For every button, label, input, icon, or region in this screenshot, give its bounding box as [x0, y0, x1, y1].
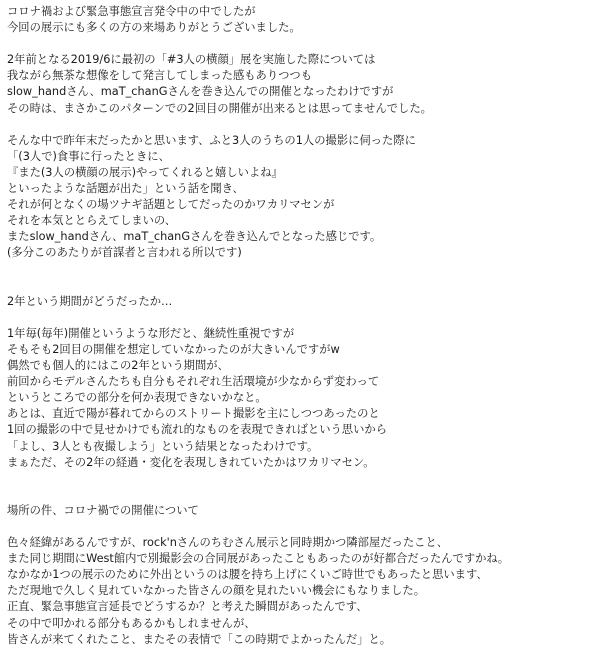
section-heading-venue	[7, 503, 599, 519]
text-line: 我ながら無茶な想像をして発言してしまった感もありつつも	[7, 69, 313, 83]
blank-line	[7, 36, 599, 52]
text-line: 場所の件、コロナ禍での開催について	[7, 503, 199, 517]
text-line: ただ現地で久しく見れていなかった皆さんの顔を見れたいい機会にもなりました。	[7, 584, 425, 598]
paragraph-greeting	[7, 4, 599, 36]
text-line: それを本気ととらえてしまいの、	[7, 214, 177, 228]
paragraph-venue	[7, 535, 599, 648]
text-line: 皆さんが来てくれたこと、またその表情で「この時期でよかったんだ」と。	[7, 632, 392, 646]
section-heading-period	[7, 294, 599, 310]
text-line: 今回の展示にも多くの方の来場ありがとうございました。	[7, 21, 301, 35]
text-line: またslow_handさん、maT_chanGさんを巻き込んでとなった感じです。	[7, 230, 382, 244]
blank-line	[7, 471, 599, 487]
text-line: そんな中で昨年末だったかと思います、ふと3人のうちの1人の撮影に伺った際に	[7, 133, 416, 147]
text-line: 正直、緊急事態宣言延長でどうするか？と考えた瞬間があったんです、	[7, 600, 368, 614]
text-line: 色々経緯があるんですが、rock'nさんのちむさん展示と同時期かつ隣部屋だったこと、	[7, 536, 449, 550]
text-line: 『また(3人の横顔の展示)やってくれると嬉しいよね』	[7, 165, 283, 179]
text-line: 1回の撮影の中で見せかけでも流れ的なものを表現できればという思いから	[7, 423, 387, 437]
text-line: というところでの部分を何か表現できないかなと。	[7, 391, 267, 405]
text-line: あとは、直近で陽が暮れてからのストリート撮影を主にしつつあったのと	[7, 407, 380, 421]
text-line: 「よし、3人とも夜撮しよう」という結果となったわけです。	[7, 439, 319, 453]
text-line: 前回からモデルさんたちも自分もそれぞれ生活環境が少なからず変わって	[7, 375, 380, 389]
document-body	[7, 4, 599, 648]
paragraph-origin	[7, 133, 599, 262]
text-line: 1年毎(毎年)開催というような形だと、継続性重視ですが	[7, 326, 295, 340]
text-line: slow_handさん、maT_chanGさんを巻き込んでの開催となったわけですが	[7, 85, 394, 99]
text-line: 「(3人で)食事に行ったときに、	[7, 149, 170, 163]
paragraph-history	[7, 52, 599, 116]
text-line: その中で叩かれる部分もあるかもしれませんが、	[7, 616, 256, 630]
text-line: それが何となくの場ツナギ話題としてだったのかワカリマセンが	[7, 198, 335, 212]
text-line: その時は、まさかこのパターンでの2回目の開催が出来るとは思ってませんでした。	[7, 101, 432, 115]
blank-line	[7, 487, 599, 503]
blank-line	[7, 278, 599, 294]
text-line: まぁただ、その2年の経過・変化を表現しきれていたかはワカリマセン。	[7, 455, 375, 469]
text-line: (多分このあたりが首謀者と言われる所以です)	[7, 246, 242, 260]
text-line: 2年という期間がどうだったか…	[7, 294, 173, 308]
blank-line	[7, 519, 599, 535]
text-line: なかなか1つの展示のために外出というのは腰を持ち上げにくいご時世でもあったと思います、	[7, 568, 488, 582]
text-line: 偶然でも個人的にはこの2年という期間が、	[7, 359, 229, 373]
text-line: そもそも2回目の開催を想定していなかったのが大きいんですがw	[7, 342, 340, 356]
blank-line	[7, 117, 599, 133]
text-line: コロナ禍および緊急事態宣言発令中の中でしたが	[7, 5, 256, 18]
blank-line	[7, 262, 599, 278]
paragraph-period	[7, 326, 599, 471]
text-line: また同じ期間にWest館内で別撮影会の合同展があったこともあったのが好都合だったんですかね。	[7, 552, 510, 566]
text-line: 2年前となる2019/6に最初の「#3人の横顔」展を実施した際については	[7, 53, 376, 67]
blank-line	[7, 310, 599, 326]
text-line: といったような話題が出た」という話を聞き、	[7, 182, 244, 196]
